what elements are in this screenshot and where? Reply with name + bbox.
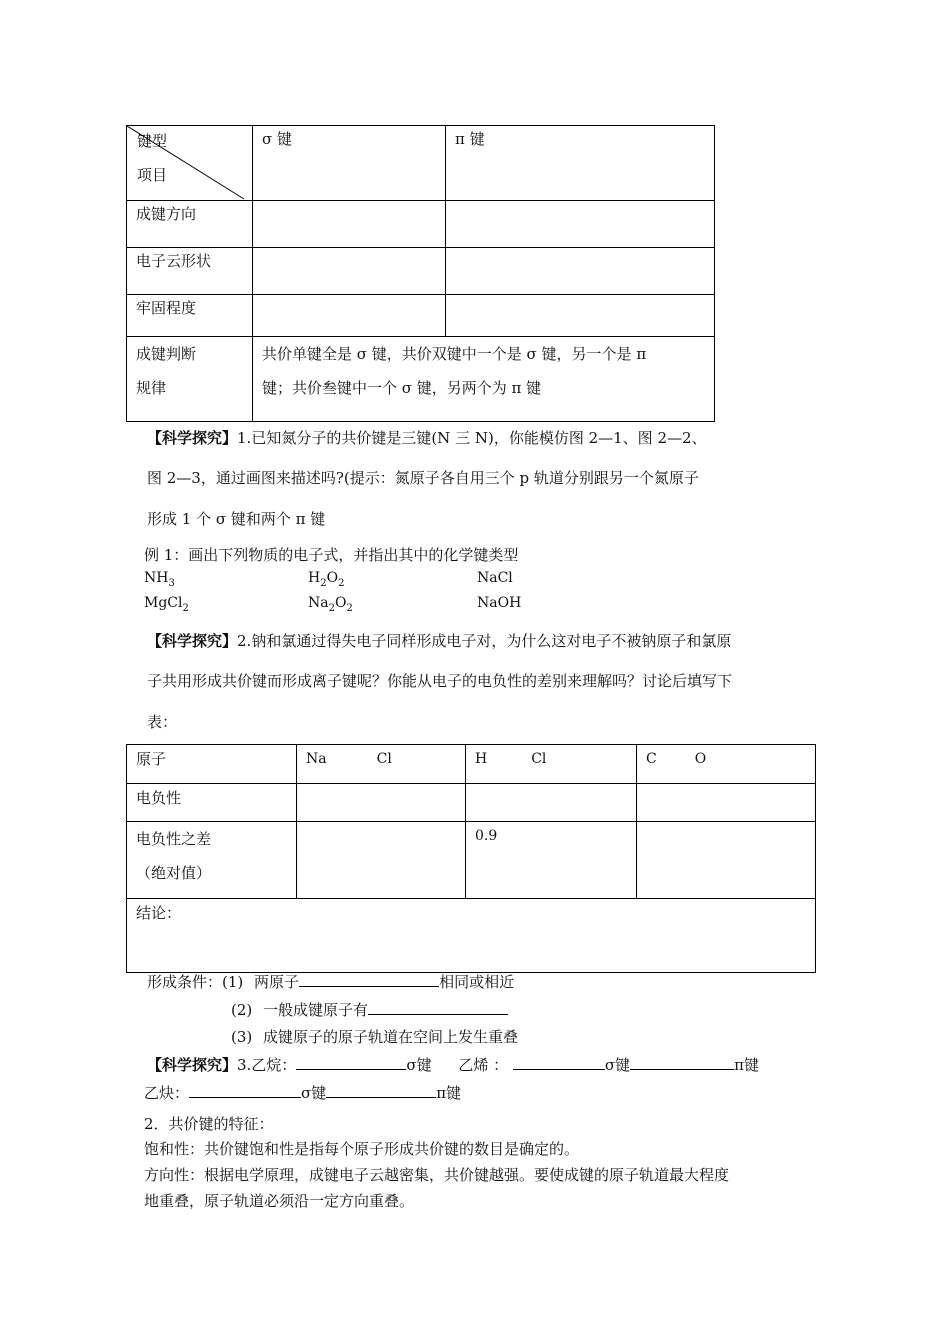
sigma-header: σ 键 bbox=[262, 130, 293, 148]
inquiry2-tag: 【科学探究】 bbox=[147, 632, 238, 650]
inquiry3-line2: 乙炔： σ键 π键 bbox=[144, 1081, 461, 1103]
row-direction-label: 成键方向 bbox=[136, 205, 197, 223]
features-title: 2．共价键的特征： bbox=[144, 1115, 274, 1133]
features-direction2: 地重叠，原子轨道必须沿一定方向重叠。 bbox=[144, 1192, 415, 1210]
ethylene-pi-blank[interactable] bbox=[630, 1053, 734, 1070]
inquiry3-tag: 【科学探究】 bbox=[147, 1056, 238, 1074]
pi-header: π 键 bbox=[455, 130, 485, 148]
bond-type-table bbox=[126, 125, 715, 422]
sigma-cloud-cell[interactable] bbox=[253, 248, 446, 295]
pi-direction-cell[interactable] bbox=[446, 201, 715, 248]
inquiry1-line3: 形成 1 个 σ 键和两个 π 键 bbox=[147, 510, 326, 528]
conclusion-label: 结论： bbox=[136, 904, 182, 922]
condition1-blank[interactable] bbox=[299, 970, 439, 987]
diff-c-o-cell[interactable] bbox=[637, 822, 816, 899]
ethane-sigma-blank[interactable] bbox=[296, 1053, 406, 1070]
diagonal-header-cell bbox=[127, 126, 253, 201]
inquiry2-line1 bbox=[147, 630, 731, 651]
formula-h2o2: $H_2O_2$ bbox=[308, 570, 345, 589]
pair-h-cl: H Cl bbox=[475, 751, 547, 767]
diff-h-cl-value: 0.9 bbox=[475, 828, 498, 844]
inquiry2-line2: 子共用形成共价键而形成离子键呢？你能从电子的电负性的差别来理解吗？讨论后填写下 bbox=[147, 672, 733, 690]
condition-line2: (2) 一般成键原子有 bbox=[231, 998, 508, 1020]
condition-line3: (3) 成键原子的原子轨道在空间上发生重叠 bbox=[231, 1028, 519, 1046]
inquiry2-line3: 表： bbox=[147, 713, 178, 731]
inquiry2-text1: 2.钠和氯通过得失电子同样形成电子对，为什么这对电子不被钠原子和氯原 bbox=[237, 632, 732, 650]
electronegativity-table bbox=[126, 744, 816, 973]
rule-text-line2: 键；共价叁键中一个 σ 键，另两个为 π 键 bbox=[262, 379, 542, 397]
rule-label-line1: 成键判断 bbox=[136, 345, 197, 363]
en-c-o-cell[interactable] bbox=[637, 784, 816, 822]
formula-na2o2: $Na_2O_2$ bbox=[308, 595, 353, 614]
features-direction1: 方向性：根据电学原理，成键电子云越密集，共价键越强。要使成键的原子轨道最大程度 bbox=[144, 1166, 730, 1184]
rule-text-line1: 共价单键全是 σ 键，共价双键中一个是 σ 键，另一个是 π bbox=[262, 345, 647, 363]
diag-top-label: 键型 bbox=[137, 132, 168, 150]
pi-strength-cell[interactable] bbox=[446, 295, 715, 337]
condition2-blank[interactable] bbox=[368, 998, 508, 1015]
sigma-direction-cell[interactable] bbox=[253, 201, 446, 248]
row-cloud-label: 电子云形状 bbox=[136, 252, 212, 270]
electronegativity-label: 电负性 bbox=[136, 789, 182, 807]
example1-title: 例 1：画出下列物质的电子式，并指出其中的化学键类型 bbox=[144, 546, 519, 564]
en-h-cl-cell[interactable] bbox=[466, 784, 637, 822]
pair-na-cl: Na Cl bbox=[306, 751, 392, 767]
ethylene-sigma-blank[interactable] bbox=[513, 1053, 605, 1070]
conditions-label: 形成条件： bbox=[147, 973, 223, 991]
condition-line1: 形成条件：(1) 两原子 相同或相近 bbox=[147, 970, 514, 992]
inquiry1-text1: 1.已知氮分子的共价键是三键(N 三 N)，你能模仿图 2—1、图 2—2、 bbox=[237, 429, 707, 447]
diag-bottom-label: 项目 bbox=[137, 166, 168, 184]
acetylene-pi-blank[interactable] bbox=[326, 1081, 436, 1098]
formula-nacl: NaCl bbox=[477, 570, 513, 586]
sigma-strength-cell[interactable] bbox=[253, 295, 446, 337]
diff-na-cl-cell[interactable] bbox=[297, 822, 466, 899]
atom-header: 原子 bbox=[136, 750, 167, 768]
pair-c-o: C O bbox=[646, 751, 707, 767]
acetylene-sigma-blank[interactable] bbox=[189, 1081, 301, 1098]
difference-label-line2: （绝对值） bbox=[136, 864, 212, 882]
formula-mgcl2: MgCl$_2$ bbox=[144, 595, 189, 614]
inquiry1-tag: 【科学探究】 bbox=[147, 429, 238, 447]
features-saturation: 饱和性：共价键饱和性是指每个原子形成共价键的数目是确定的。 bbox=[144, 1140, 580, 1158]
rule-label-line2: 规律 bbox=[136, 379, 167, 397]
inquiry1-line1 bbox=[147, 427, 707, 448]
formula-nh3: $NH_3$ bbox=[144, 570, 175, 589]
en-na-cl-cell[interactable] bbox=[297, 784, 466, 822]
inquiry1-line2: 图 2—3，通过画图来描述吗?(提示：氮原子各自用三个 p 轨道分别跟另一个氮原子 bbox=[147, 469, 699, 487]
formula-naoh: NaOH bbox=[477, 595, 522, 611]
pi-cloud-cell[interactable] bbox=[446, 248, 715, 295]
row-strength-label: 牢固程度 bbox=[136, 299, 197, 317]
inquiry3-line1: 【科学探究】3.乙烷： σ键 乙烯 ： σ键 π键 bbox=[147, 1053, 759, 1075]
difference-label-line1: 电负性之差 bbox=[136, 830, 212, 848]
